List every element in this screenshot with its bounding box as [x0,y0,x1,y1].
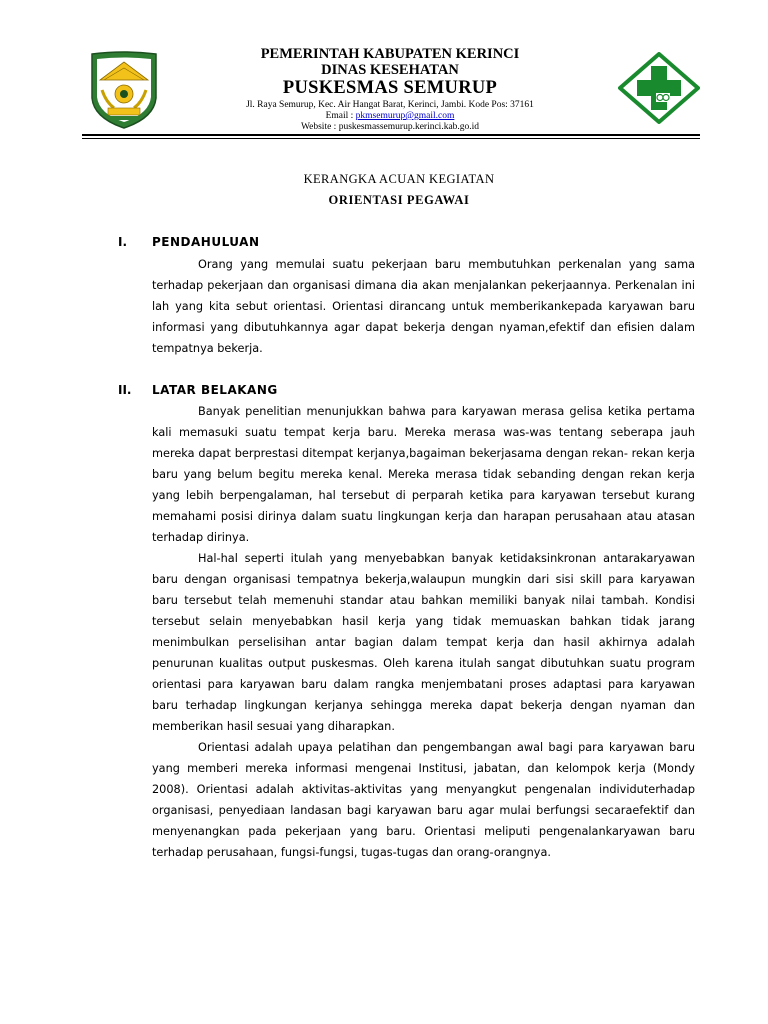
email-line [170,111,610,121]
government-name: PEMERINTAH KABUPATEN KERINCI [260,46,520,62]
section-heading: LATAR BELAKANG [152,383,278,397]
letterhead [0,0,768,140]
address-line: Jl. Raya Semurup, Kec. Air Hangat Barat, Kerinci, Jambi. Kode Pos: 37161 [246,100,534,110]
section-number: II. [118,383,132,397]
email-link[interactable]: pkmsemurup@gmail.com [355,111,455,121]
section-heading: PENDAHULUAN [152,235,260,249]
health-cross-logo-icon [618,52,700,124]
website-line: Website : puskesmassemurup.kerinci.kab.go.id [300,122,480,132]
letterhead-divider-thick [82,134,700,136]
letterhead-divider-thin [82,138,700,139]
email-label: Email : [325,111,356,121]
paragraph: Orang yang memulai suatu pekerjaan baru membutuhkan perkenalan yang sama terhadap pekerjaan dan organisasi dimana dia akan menjalankan pekerjaannya. Perkenalan ini lah yang kita sebut orientasi. Orientasi dirancang untuk memberikankepada karyawan baru informasi yang dibutuhkannya agar dapat bekerja dengan nyaman,efektif dan efisien dalam tempatnya bekerja. [152,258,695,355]
paragraph: Orientasi adalah upaya pelatihan dan pengembangan awal bagi para karyawan baru yang memberi mereka informasi mengenai Institusi, jabatan, dan kelompok kerja (Mondy 2008). Orientasi adalah aktivitas-aktivitas yang menyangkut pengenalan individuterhadap organisasi, penyediaan landasan bagi karyawan baru agar mulai berfungsi secaraefektif dan menyenangkan pada pekerjaan yang baru. Orientasi meliputi pengenalankaryawan baru terhadap perusahaan, fungsi-fungsi, tugas-tugas dan orang-orangnya. [152,741,695,859]
document-subtitle: ORIENTASI PEGAWAI [328,193,470,207]
kerinci-regency-emblem-icon [88,50,160,130]
document-title: KERANGKA ACUAN KEGIATAN [303,172,495,186]
department-name: DINAS KESEHATAN [321,62,459,78]
institution-name: PUSKESMAS SEMURUP [282,78,498,98]
section-number: I. [118,235,128,249]
paragraph: Hal-hal seperti itulah yang menyebabkan banyak ketidaksinkronan antarakaryawan baru dengan organisasi tempatnya bekerja,walaupun mungkin dari sisi skill para karyawan baru tersebut telah memenuhi standar atau bahkan memiliki banyak nilai tambah. Kondisi tersebut selain menyebabkan hasil kerja yang tidak memuaskan bahkan tidak jarang menimbulkan perselisihan antar bagian dalam tempat kerja dan hasil akhirnya adalah penurunan kualitas output puskesmas. Oleh karena itulah sangat dibutuhkan suatu program orientasi para karyawan baru dalam rangka menjembatani proses adaptasi para karyawan baru terhadap lingkungan kerjanya sehingga mereka dapat bekerja dengan nyaman dan memberikan hasil sesuai yang diharapkan. [152,552,695,733]
paragraph: Banyak penelitian menunjukkan bahwa para karyawan merasa gelisa ketika pertama kali memasuki suatu tempat kerja baru. Mereka merasa was-was tentang seberapa jauh mereka dapat berprestasi ditempat kerjanya,bagaiman bekerjasama dengan rekan- rekan kerja baru yang belum begitu mereka kenal. Mereka merasa tidak sebanding dengan rekan kerja yang lebih berpengalaman, hal tersebut di perparah ketika para karyawan tersebut kurang memahami posisi dirinya dalam suatu lingkungan kerja dan harapan perusahaan atau atasan terhadap dirinya. [152,405,695,544]
